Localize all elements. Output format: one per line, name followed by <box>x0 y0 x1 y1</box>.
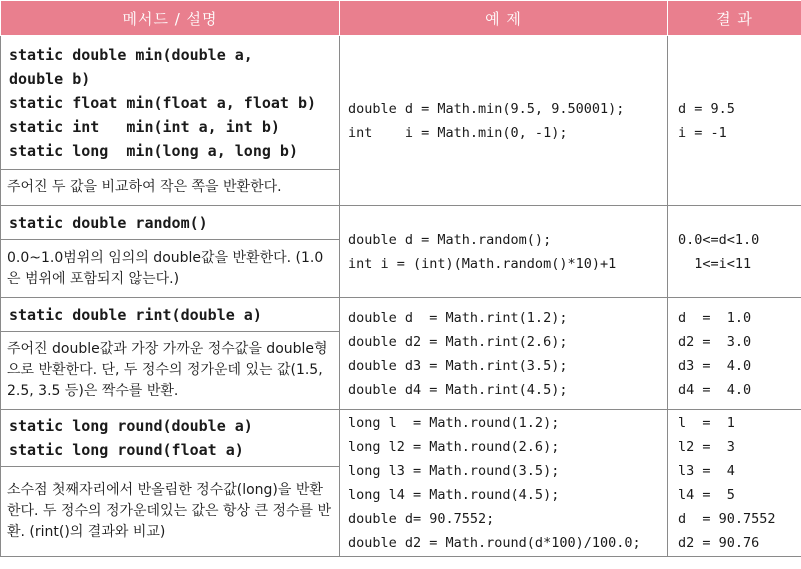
example-line: double d = Math.rint(1.2); <box>348 309 568 326</box>
result-line: l4 = 5 <box>678 487 735 503</box>
result-line: d2 = 90.76 <box>678 535 760 551</box>
row-random-signature <box>1 206 801 240</box>
round-signatures <box>1 410 340 467</box>
signature-line: static double min(double a, <box>9 45 253 64</box>
rint-results <box>668 298 801 410</box>
header-method: 메서드 / 설명 <box>1 1 340 36</box>
signature-line: static long round(float a) <box>9 441 244 459</box>
signature-line: static double random() <box>9 213 208 232</box>
example-line: long l3 = Math.round(3.5); <box>348 463 560 479</box>
example-line: int i = Math.min(0, -1); <box>348 124 568 141</box>
example-line: double d2 = Math.rint(2.6); <box>348 333 568 350</box>
signature-line: double b) <box>9 69 91 88</box>
signature-line: static long round(double a) <box>9 417 253 435</box>
min-signatures <box>1 36 340 170</box>
row-rint-signature <box>1 298 801 332</box>
header-result: 결 과 <box>668 1 801 36</box>
example-line: int i = (int)(Math.random()*10)+1 <box>348 255 617 272</box>
round-examples <box>340 410 668 557</box>
row-min-signature <box>1 36 801 170</box>
result-line: l = 1 <box>678 415 735 431</box>
example-line: double d= 90.7552; <box>348 511 495 527</box>
row-round-signature <box>1 410 801 467</box>
signature-line: static double rint(double a) <box>9 305 262 324</box>
example-line: double d2 = Math.round(d*100)/100.0; <box>348 535 641 551</box>
signature-line: static long min(long a, long b) <box>9 141 298 160</box>
example-line: double d = Math.min(9.5, 9.50001); <box>348 100 625 117</box>
example-line: long l = Math.round(1.2); <box>348 415 560 431</box>
min-results <box>668 36 801 206</box>
result-line: 1<=i<11 <box>678 255 752 272</box>
signature-line: static float min(float a, float b) <box>9 93 317 112</box>
random-examples <box>340 206 668 298</box>
example-line: double d4 = Math.rint(4.5); <box>348 381 568 398</box>
result-line: d2 = 3.0 <box>678 333 752 350</box>
result-line: d = 1.0 <box>678 309 752 326</box>
result-line: l2 = 3 <box>678 439 735 455</box>
rint-signatures <box>1 298 340 332</box>
result-line: i = -1 <box>678 124 727 141</box>
min-description: 주어진 두 값을 비교하여 작은 쪽을 반환한다. <box>1 170 340 206</box>
rint-description: 주어진 double값과 가장 가까운 정수값을 double형으로 반환한다. 단, 두 정수의 정가운데 있는 값(1.5, 2.5, 3.5 등)은 짝수를 반환. <box>1 332 340 410</box>
signature-line: static int min(int a, int b) <box>9 117 280 136</box>
example-line: long l2 = Math.round(2.6); <box>348 439 560 455</box>
example-line: long l4 = Math.round(4.5); <box>348 487 560 503</box>
result-line: d = 90.7552 <box>678 511 776 527</box>
min-examples <box>340 36 668 206</box>
result-line: 0.0<=d<1.0 <box>678 231 760 248</box>
round-description: 소수점 첫째자리에서 반올림한 정수값(long)을 반환한다. 두 정수의 정가운데있는 값은 항상 큰 정수를 반환. (rint()의 결과와 비교) <box>1 467 340 557</box>
header-row <box>1 1 801 36</box>
result-line: d4 = 4.0 <box>678 381 752 398</box>
random-results <box>668 206 801 298</box>
example-line: double d = Math.random(); <box>348 231 552 248</box>
result-line: l3 = 4 <box>678 463 735 479</box>
round-results <box>668 410 801 557</box>
rint-examples <box>340 298 668 410</box>
result-line: d3 = 4.0 <box>678 357 752 374</box>
header-example: 예 제 <box>340 1 668 36</box>
example-line: double d3 = Math.rint(3.5); <box>348 357 568 374</box>
random-description: 0.0~1.0범위의 임의의 double값을 반환한다. (1.0은 범위에 포함되지 않는다.) <box>1 240 340 298</box>
result-line: d = 9.5 <box>678 100 735 117</box>
random-signatures <box>1 206 340 240</box>
